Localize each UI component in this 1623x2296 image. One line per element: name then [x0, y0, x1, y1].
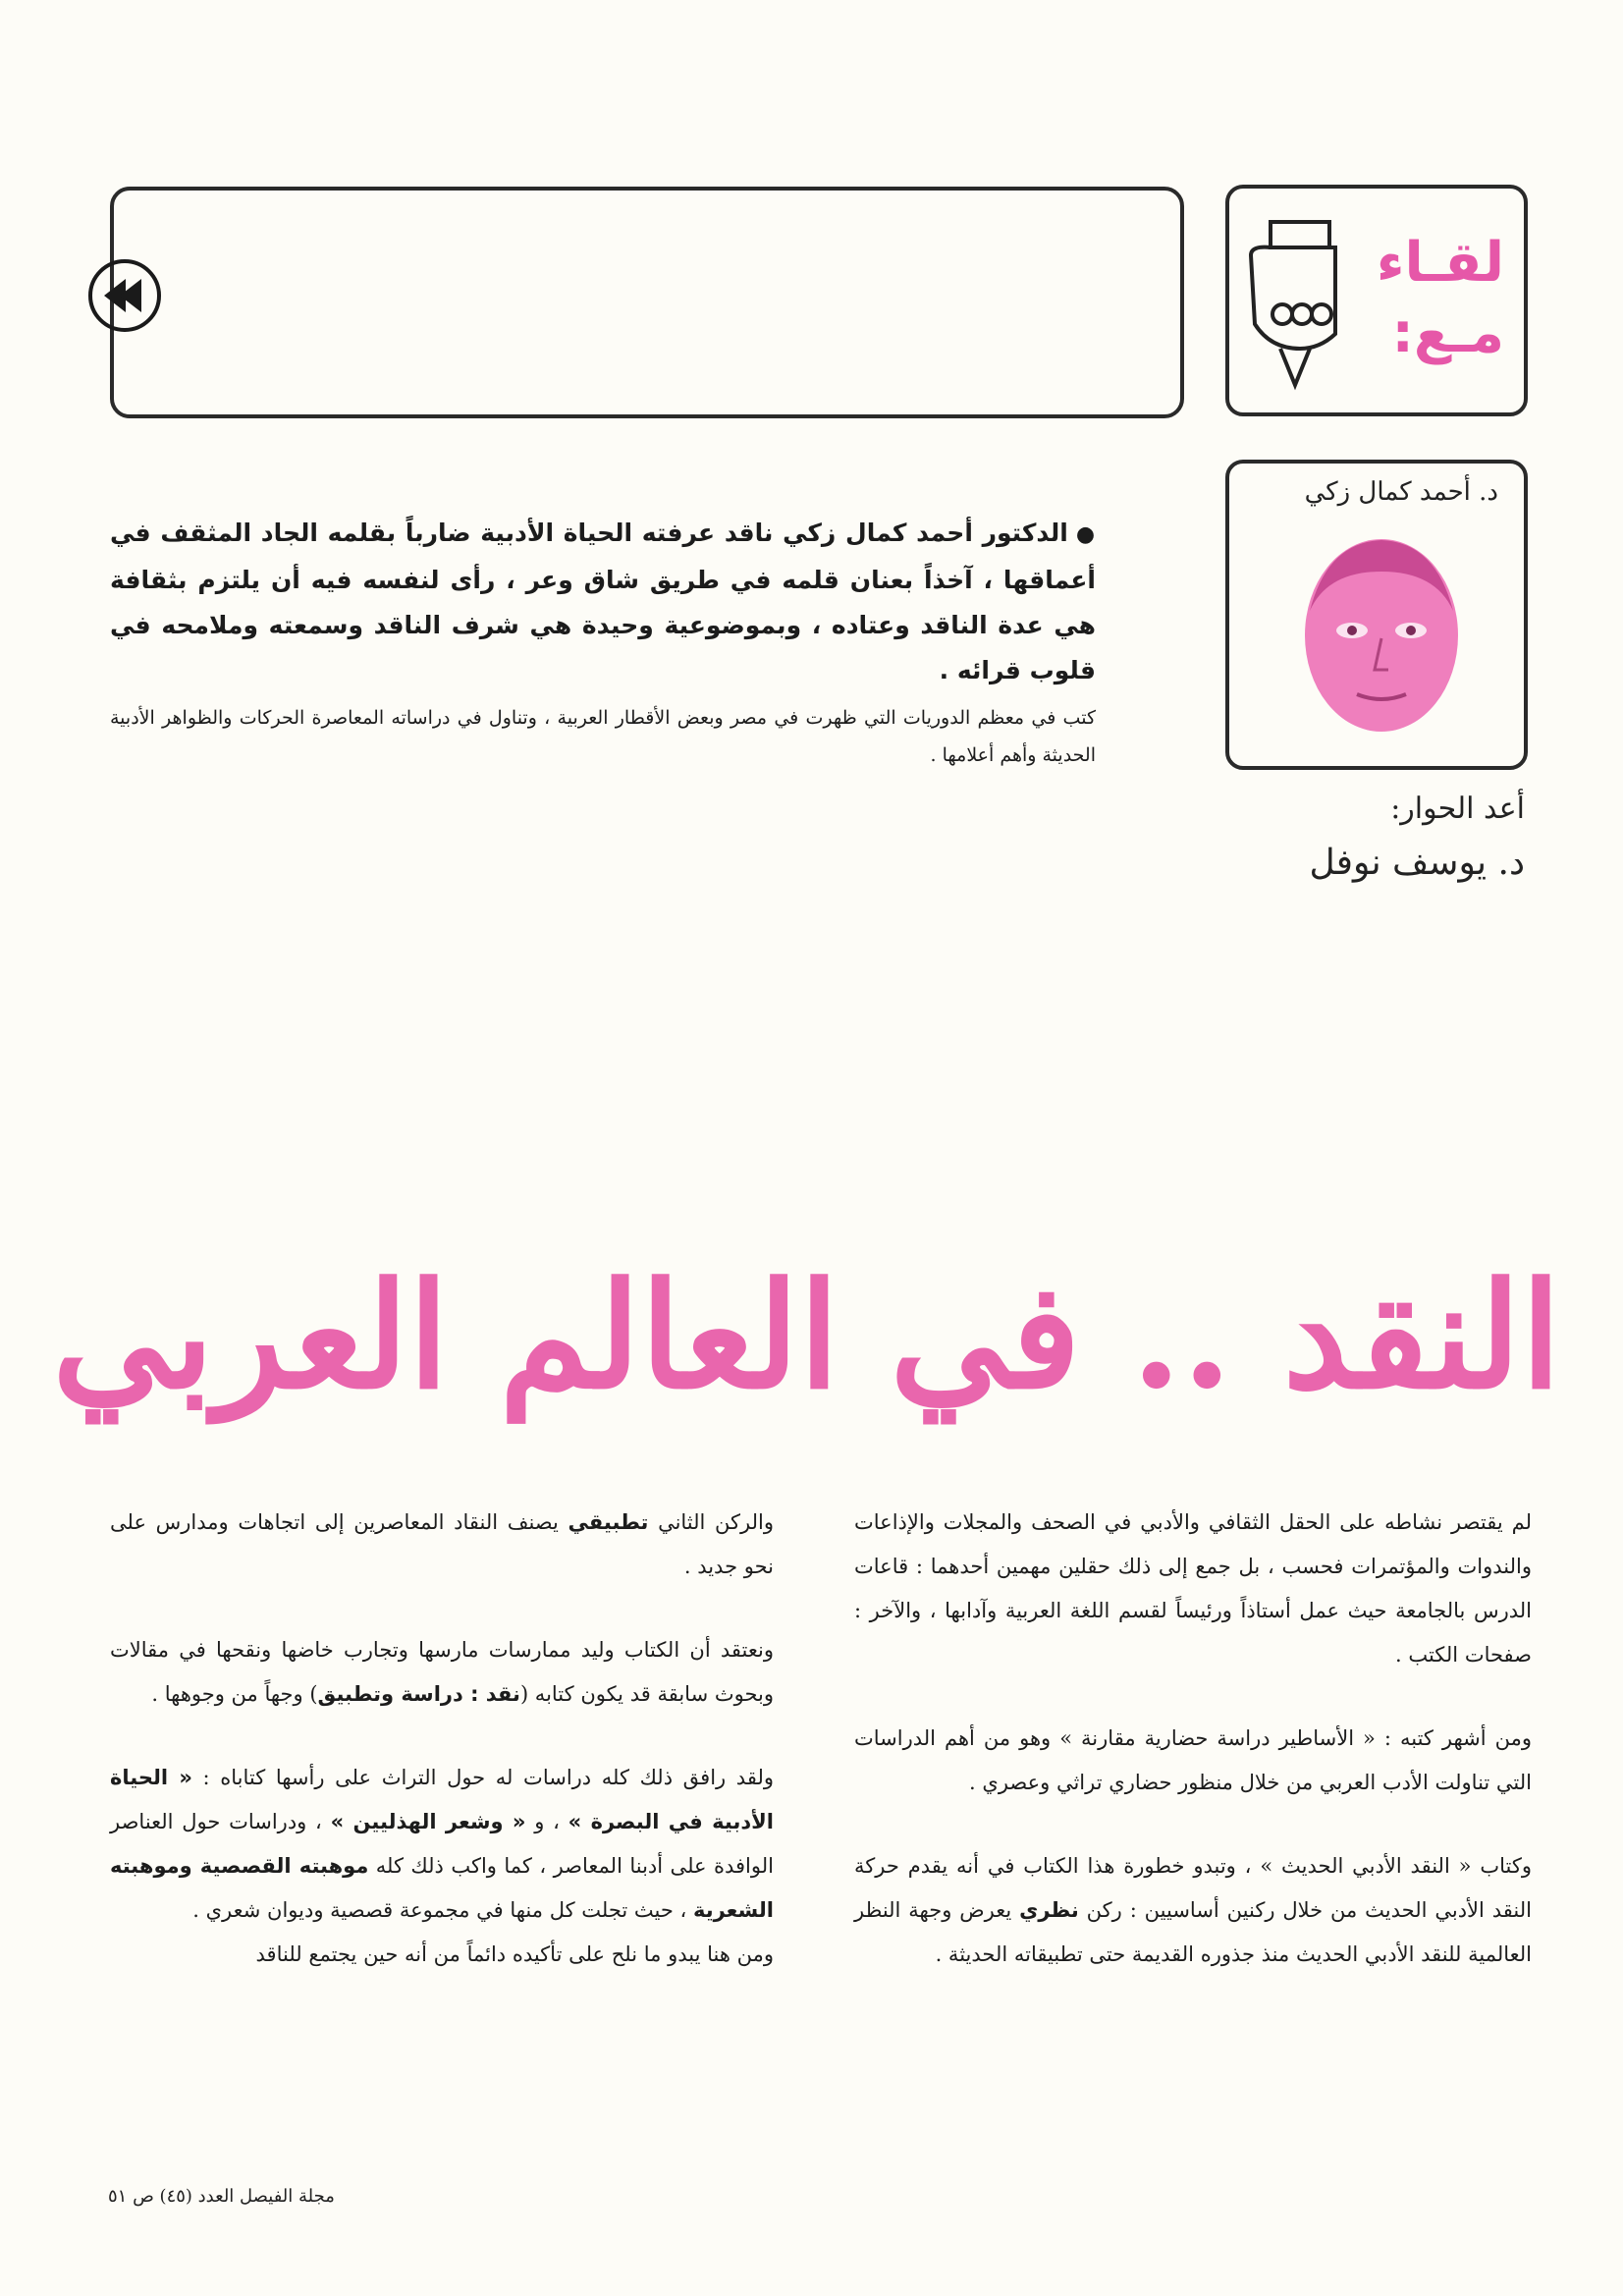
- paragraph: ومن هنا يبدو ما نلح على تأكيده دائماً من أنه حين يجتمع للناقد: [255, 1942, 774, 1966]
- bullet-icon: ●: [1075, 522, 1097, 547]
- page-footer: مجلة الفيصل العدد (٤٥) ص ٥١: [108, 2186, 335, 2207]
- portrait-caption: د. أحمد كمال زكي: [1304, 477, 1498, 507]
- interview-badge: [1225, 185, 1528, 416]
- paragraph: ولقد رافق ذلك كله دراسات له حول التراث على رأسها كتاباه : « الحياة الأدبية في البصرة » ، و « وشعر الهذليين » ، ودراسات حول العناصر الوافدة على أدبنا المعاصر ، كما واكب ذلك كله موهبته القصصية وموهبته الشعرية ، حيث تجلت كل منها في مجموعة قصصية وديوان شعري .: [110, 1766, 774, 1922]
- arrow-left-icon: [86, 257, 163, 334]
- paragraph: وكتاب « النقد الأدبي الحديث » ، وتبدو خطورة هذا الكتاب في أنه يقدم حركة النقد الأدبي الحديث من خلال ركنين أساسيين : ركن نظري يعرض وجهة النظر العالمية للنقد الأدبي الحديث منذ جذوره القديمة حتى تطبيقاته الحديثة .: [854, 1854, 1532, 1966]
- badge-title: لقـاء مـع:: [1376, 231, 1504, 365]
- headline: النقد .. في العالم العربي: [52, 1250, 1561, 1421]
- intro-bold-paragraph: ●الدكتور أحمد كمال زكي ناقد عرفته الحياة الأدبية ضارباً بقلمه الجاد المثقف في أعماقها ، آخذاً بعنان قلمه في طريق شاق وعر ، رأى لنفسه فيه أن يلتزم بثقافة هي عدة الناقد وعتاده ، وبموضوعية وحيدة هي شرف الناقد وسمعته وملامحه في قلوب قرائه .: [110, 519, 1097, 684]
- right-column: [854, 1501, 1532, 2016]
- intro-block: [110, 511, 1096, 774]
- paragraph: والركن الثاني تطبيقي يصنف النقاد المعاصرين إلى اتجاهات ومدارس على نحو جديد .: [110, 1510, 774, 1578]
- byline-label: أعد الحوار:: [1390, 792, 1525, 826]
- byline-name: د. يوسف نوفل: [1309, 843, 1525, 883]
- author-portrait: [1288, 532, 1475, 738]
- left-column: [110, 1501, 774, 2016]
- paragraph: ونعتقد أن الكتاب وليد ممارسات مارسها وتجارب خاضها ونقحها في مقالات وبحوث سابقة قد يكون كتابه (نقد : دراسة وتطبيق) وجهاً من وجوهها .: [110, 1638, 774, 1706]
- hand-pen-icon: [1241, 216, 1349, 391]
- paragraph: لم يقتصر نشاطه على الحقل الثقافي والأدبي في الصحف والمجلات والإذاعات والندوات والمؤتمرات فحسب ، بل جمع إلى ذلك حقلين مهمين أحدهما : قاعات الدرس بالجامعة حيث عمل أستاذاً ورئيساً لقسم اللغة العربية وآدابها ، والآخر : صفحات الكتب .: [854, 1510, 1532, 1667]
- title-banner-frame: [110, 187, 1184, 418]
- intro-paragraph: كتب في معظم الدوريات التي ظهرت في مصر وبعض الأقطار العربية ، وتناول في دراساته المعاصرة الحركات والظواهر الأدبية الحديثة وأهم أعلامها .: [110, 707, 1096, 766]
- portrait-frame: [1225, 460, 1528, 770]
- paragraph: ومن أشهر كتبه : « الأساطير دراسة حضارية مقارنة » وهو من أهم الدراسات التي تناولت الأدب العربي من خلال منظور حضاري تراثي وعصري .: [854, 1726, 1532, 1794]
